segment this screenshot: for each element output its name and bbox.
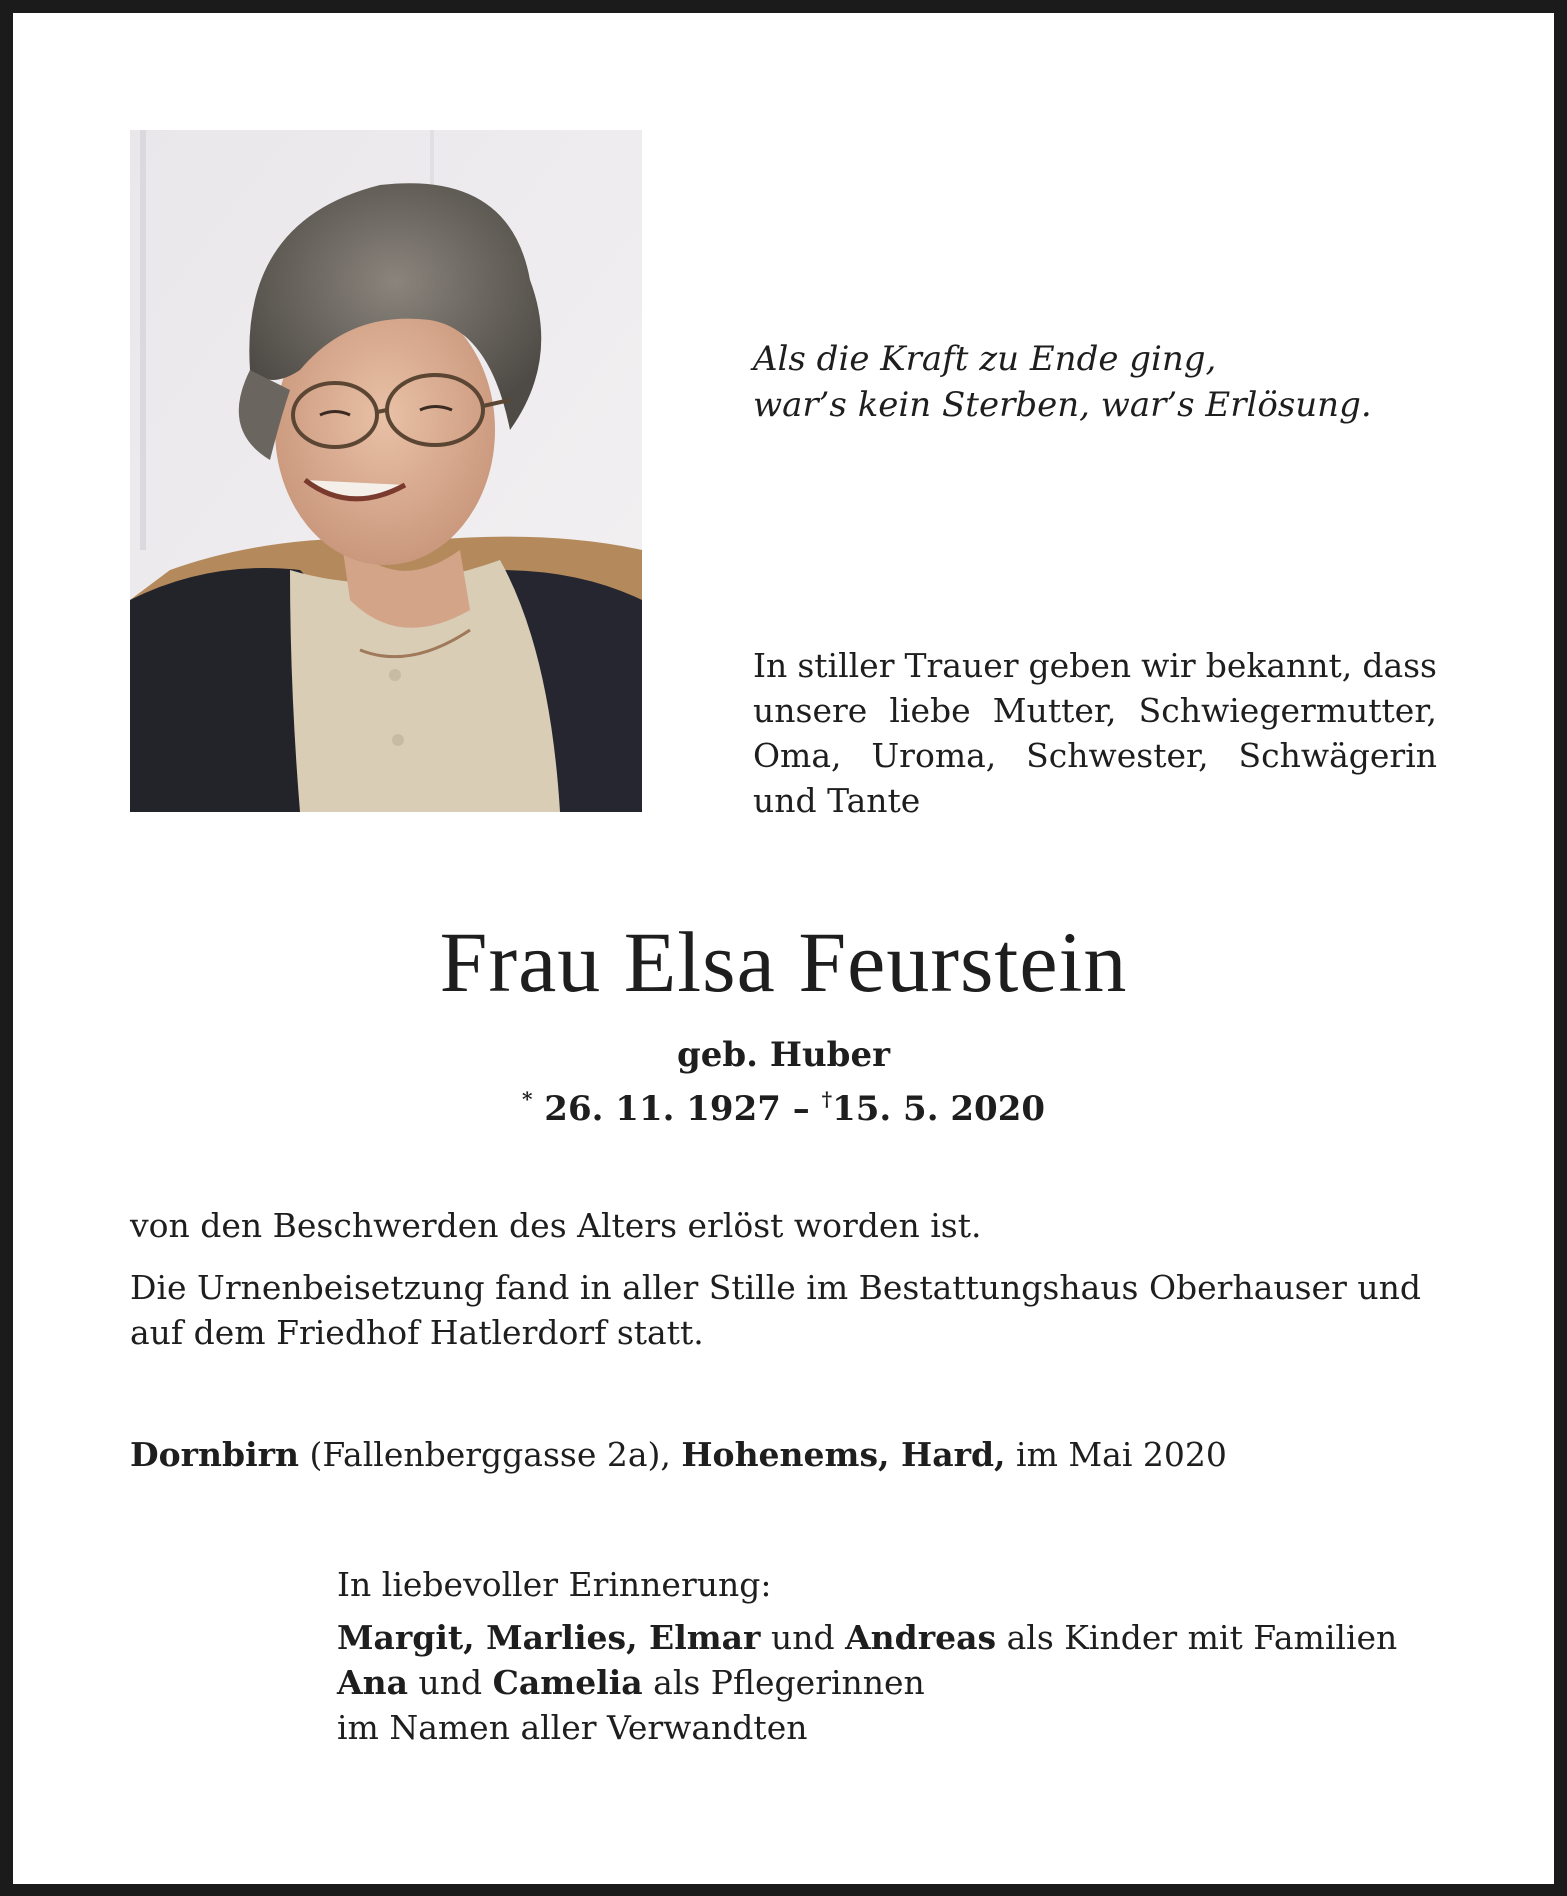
relief-text: von den Beschwerden des Alters erlöst worden ist.	[130, 1206, 982, 1245]
city-dornbirn: Dornbirn	[130, 1435, 299, 1474]
birth-symbol: *	[521, 1087, 533, 1111]
closing-line: im Namen aller Verwandten	[337, 1708, 808, 1747]
announcement-text	[753, 643, 1437, 823]
announcement-line-3: Oma, Uroma, Schwester, Schwägerin	[753, 736, 1437, 775]
date-separator: –	[792, 1089, 810, 1129]
child-andreas: Andreas	[845, 1618, 997, 1657]
motto-quote	[753, 336, 1453, 428]
birth-date: 26. 11. 1927	[544, 1089, 781, 1129]
life-dates	[0, 1076, 1567, 1132]
carer-camelia: Camelia	[492, 1663, 643, 1702]
motto-line-1: Als die Kraft zu Ende ging,	[753, 339, 1217, 379]
deceased-name: Frau Elsa Feurstein	[439, 914, 1128, 1010]
burial-text	[130, 1265, 1440, 1355]
children-line: Margit, Marlies, Elmar und Andreas als Kinder mit Familien	[337, 1618, 1398, 1657]
maiden-name: geb. Huber	[676, 1035, 890, 1075]
month-year: im Mai 2020	[1016, 1435, 1227, 1474]
address: (Fallenberggasse 2a),	[309, 1435, 671, 1474]
announcement-line-4: und Tante	[753, 781, 921, 820]
place-and-date	[130, 1432, 1440, 1477]
mourners-block	[337, 1562, 1447, 1750]
burial-line-2: auf dem Friedhof Hatlerdorf statt.	[130, 1313, 704, 1352]
announcement-line-2: unsere liebe Mutter, Schwiegermutter,	[753, 691, 1437, 730]
carer-ana: Ana	[337, 1663, 408, 1702]
other-cities: Hohenems, Hard,	[681, 1435, 1006, 1474]
portrait-photo	[130, 130, 642, 812]
motto-line-2: war’s kein Sterben, war’s Erlösung.	[753, 385, 1372, 425]
portrait-illustration	[130, 130, 642, 812]
mourners-intro: In liebevoller Erinnerung:	[337, 1565, 772, 1604]
carers-line: Ana und Camelia als Pflegerinnen	[337, 1663, 925, 1702]
death-symbol: †	[821, 1087, 833, 1111]
death-date: 15. 5. 2020	[832, 1089, 1046, 1129]
burial-line-1: Die Urnenbeisetzung fand in aller Stille im Bestattungshaus Oberhauser und	[130, 1268, 1421, 1307]
children-names: Margit, Marlies, Elmar	[337, 1618, 761, 1657]
announcement-line-1: In stiller Trauer geben wir bekannt, dass	[753, 646, 1437, 685]
